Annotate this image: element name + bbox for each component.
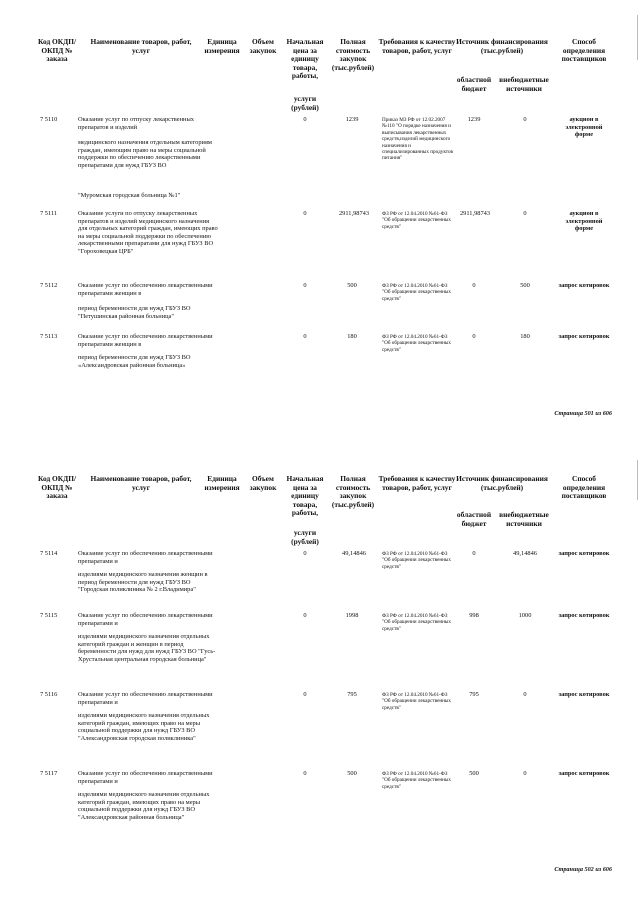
header-fin-regional: областной бюджет <box>456 510 492 528</box>
row-cost: 795 <box>347 691 357 698</box>
row-requirements: ФЗ РФ от 12.04.2010 №61-ФЗ "Об обращении лекарственных средств" <box>382 283 452 302</box>
row-cost: 2911,98743 <box>338 210 370 217</box>
page-number: Страница 502 из 606 <box>554 866 612 873</box>
row-code: 7 5117 <box>40 770 58 777</box>
row-name: Оказание услуг по обеспечению лекарственными препаратами и <box>78 770 213 785</box>
row-name-cont: "Муромская городская больница №1" <box>78 192 181 199</box>
row-method: запрос котировок <box>558 333 610 340</box>
row-code: 7 5115 <box>40 612 58 619</box>
row-name-cont: изделиями медицинского назначения женщин в период беременности для нужд ГБУЗ ВО "Городская поликлиника № 2 г.Владимира" <box>78 571 208 594</box>
header-fin-extra: внебюджетные источники <box>499 510 549 528</box>
header-unit: Единица измерения <box>204 474 240 492</box>
row-fin-extra: 180 <box>520 333 530 340</box>
row-cost: 1239 <box>345 116 359 123</box>
row-code: 7 5114 <box>40 550 58 557</box>
header-volume: Объем закупок <box>249 37 277 55</box>
row-requirements: ФЗ РФ от 12.04.2010 №61-ФЗ "Об обращении лекарственных средств" <box>382 771 452 790</box>
row-cost: 180 <box>347 333 357 340</box>
header-start-price-sub: услуги (рублей) <box>291 528 319 546</box>
row-name-cont: медицинского назначения отдельным категориям граждан, имеющим право на меры социальной поддержки по обеспечению лекарственными препаратами для нужд ГБУЗ ВО <box>78 139 212 169</box>
row-fin-regional: 1239 <box>467 116 481 123</box>
header-requirements: Требования к качеству товаров, работ, услуг <box>378 37 456 55</box>
row-fin-extra: 49,14846 <box>513 550 537 557</box>
row-fin-regional: 795 <box>469 691 479 698</box>
row-code: 7 5113 <box>40 333 58 340</box>
row-name: Оказание услуг по обеспечению лекарственными препаратами и <box>78 550 213 565</box>
header-unit: Единица измерения <box>204 37 240 55</box>
row-name: Оказание услуг по обеспечению лекарственными препаратами женщин в <box>78 282 213 297</box>
row-price: 0 <box>303 282 307 289</box>
row-name-cont: изделиями медицинского назначения отдельных категорий граждан, имеющих право на меры социальной поддержки для нужд ГБУЗ ВО "Александровская районная больница" <box>78 791 210 821</box>
document-page-502 <box>0 445 640 905</box>
row-code: 7 5112 <box>40 282 58 289</box>
header-method: Способ определения поставщиков <box>561 474 607 501</box>
row-fin-extra: 1000 <box>518 612 532 619</box>
row-code: 7 5110 <box>40 116 58 123</box>
row-code: 7 5111 <box>40 210 58 217</box>
header-start-price: Начальная цена за единицу товара, работы, <box>286 37 324 81</box>
header-full-cost: Полная стоимость закупок (тыс.рублей) <box>331 37 375 72</box>
row-requirements: ФЗ РФ от 12.04.2010 №61-ФЗ "Об обращении лекарственных средств" <box>382 551 452 570</box>
row-price: 0 <box>303 210 307 217</box>
row-requirements: ФЗ РФ от 12.04.2010 №61-ФЗ "Об обращении лекарственных средств" <box>382 211 452 230</box>
header-fin-regional: областной бюджет <box>456 75 492 93</box>
row-name-cont: изделиями медицинского назначения отдельных категорий граждан, имеющих право на меры социальной поддержки для нужд ГБУЗ ВО "Александровская городская поликлиника" <box>78 712 210 742</box>
row-price: 0 <box>303 691 307 698</box>
row-fin-regional: 2911,98743 <box>459 210 491 217</box>
row-name: Оказание услуг по обеспечению лекарственными препаратами женщин в <box>78 333 213 348</box>
row-requirements: ФЗ РФ от 12.04.2010 №61-ФЗ "Об обращении лекарственных средств" <box>382 692 452 711</box>
row-cost: 49,14846 <box>342 550 366 557</box>
row-fin-regional: 500 <box>469 770 479 777</box>
header-name: Наименование товаров, работ, услуг <box>90 474 192 492</box>
row-price: 0 <box>303 116 307 123</box>
header-requirements: Требования к качеству товаров, работ, услуг <box>378 474 456 492</box>
row-method: запрос котировок <box>558 770 610 777</box>
header-fin-extra: внебюджетные источники <box>499 75 549 93</box>
header-code: Код ОКДП/ ОКПД № заказа <box>37 474 77 501</box>
row-fin-extra: 0 <box>523 691 527 698</box>
header-code: Код ОКДП/ ОКПД № заказа <box>37 37 77 64</box>
row-price: 0 <box>303 612 307 619</box>
header-name: Наименование товаров, работ, услуг <box>90 37 192 55</box>
row-fin-extra: 500 <box>520 282 530 289</box>
row-price: 0 <box>303 550 307 557</box>
row-method: запрос котировок <box>558 691 610 698</box>
header-start-price-sub: услуги (рублей) <box>291 94 319 112</box>
row-requirements: ФЗ РФ от 12.04.2010 №61-ФЗ "Об обращении лекарственных средств" <box>382 334 452 353</box>
row-requirements: Приказ МЗ РФ от 12.02.2007 №110 "О порядке назначения и выписывания лекарственных средств,изделий медицинского назначения и специализированных продуктов питания" <box>382 117 454 162</box>
row-name: Оказание услуги по отпуску лекарственных препаратов и изделий медицинского назначения для отдельных категорий граждан, имеющих право на меры социальной поддержки по обеспечению лекарственными препаратами для нужд ГБУЗ ВО "Гороховецкая ЦРБ" <box>78 210 218 255</box>
row-name-cont: период беременности для нужд ГБУЗ ВО «Александровская районная больница» <box>78 354 191 369</box>
row-method: запрос котировок <box>558 550 610 557</box>
row-name-cont: период беременности для нужд ГБУЗ ВО "Петушинская районная больница" <box>78 305 191 320</box>
row-name-cont: изделиями медицинского назначения отдельных категорий граждан и женщин в период беременности для нужд для нужд ГБУЗ ВО "Гусь-Хрустальная центральная городская больница" <box>78 633 216 663</box>
row-method: запрос котировок <box>558 612 610 619</box>
row-cost: 500 <box>347 282 357 289</box>
header-method: Способ определения поставщиков <box>561 37 607 64</box>
row-method: аукцион в электронной форме <box>565 116 603 139</box>
header-start-price: Начальная цена за единицу товара, работы, <box>286 474 324 518</box>
row-price: 0 <box>303 333 307 340</box>
header-financing: Источник финансирования (тыс.рублей) <box>456 474 548 492</box>
scan-edge-line <box>637 15 638 60</box>
row-name: Оказание услуг по обеспечению лекарственными препаратами и <box>78 691 213 706</box>
row-name: Оказание услуг по отпуску лекарственных препаратов и изделий <box>78 116 194 131</box>
header-financing: Источник финансирования (тыс.рублей) <box>456 37 548 55</box>
row-code: 7 5116 <box>40 691 58 698</box>
row-fin-regional: 998 <box>469 612 479 619</box>
row-cost: 1998 <box>345 612 359 619</box>
page-number: Страница 501 из 606 <box>554 410 612 417</box>
row-requirements: ФЗ РФ от 12.04.2010 №61-ФЗ "Об обращении лекарственных средств" <box>382 613 452 632</box>
row-method: запрос котировок <box>558 282 610 289</box>
header-volume: Объем закупок <box>249 474 277 492</box>
row-fin-extra: 0 <box>523 210 527 217</box>
row-cost: 500 <box>347 770 357 777</box>
document-page-501 <box>0 0 640 430</box>
row-fin-regional: 0 <box>472 282 476 289</box>
row-fin-regional: 0 <box>472 333 476 340</box>
scan-edge-line <box>637 460 638 500</box>
row-price: 0 <box>303 770 307 777</box>
row-fin-extra: 0 <box>523 770 527 777</box>
header-full-cost: Полная стоимость закупок (тыс.рублей) <box>331 474 375 509</box>
row-fin-regional: 0 <box>472 550 476 557</box>
row-method: аукцион в электронной форме <box>565 210 603 233</box>
row-fin-extra: 0 <box>523 116 527 123</box>
row-name: Оказание услуг по обеспечению лекарственными препаратами и <box>78 612 213 627</box>
